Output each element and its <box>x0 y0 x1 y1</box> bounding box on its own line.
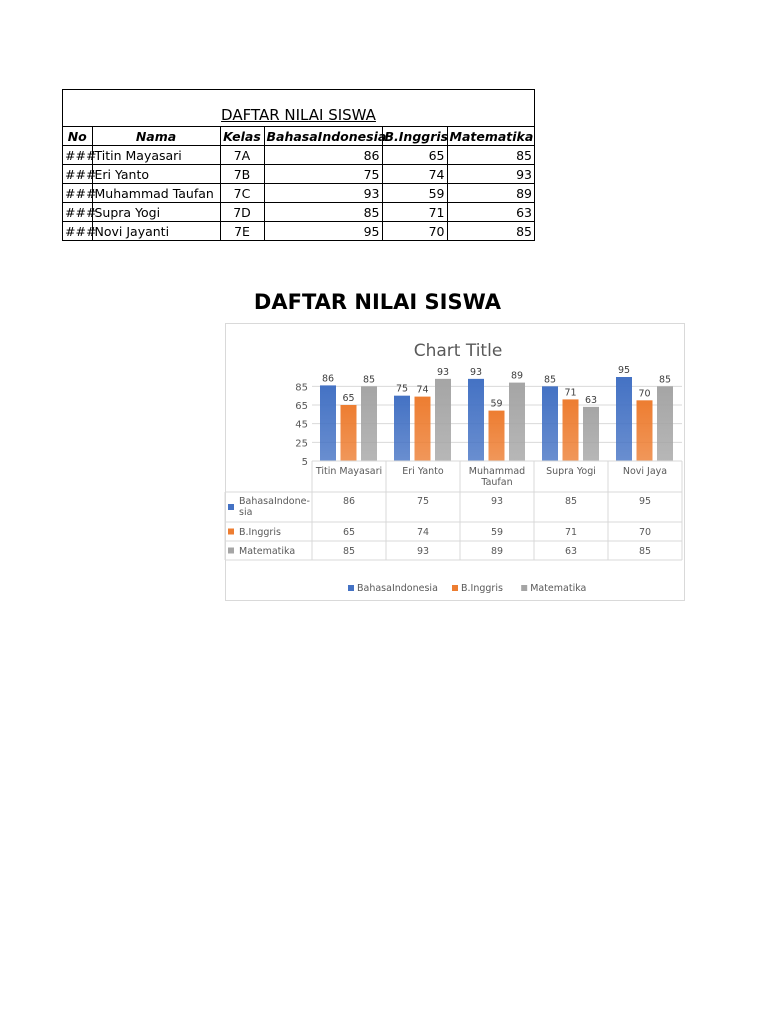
page-heading: DAFTAR NILAI SISWA <box>253 290 502 314</box>
cell-no[interactable]: ### <box>65 185 97 201</box>
cell-bahasa-indonesia[interactable]: 75 <box>264 165 382 184</box>
data-label: 65 <box>342 393 355 404</box>
cell-b-inggris[interactable]: 59 <box>382 184 447 203</box>
data-label: 75 <box>395 383 409 395</box>
header-bahasa-indonesia[interactable]: BahasaIndonesia <box>264 127 382 146</box>
chart-title[interactable]: Chart Title <box>413 341 503 361</box>
data-label: 85 <box>658 374 672 386</box>
cell-bahasa-indonesia[interactable]: 86 <box>264 146 382 165</box>
table-header-row <box>63 127 534 146</box>
table-value: 85 <box>638 546 652 557</box>
table-value: 70 <box>638 527 652 538</box>
cell-kelas[interactable]: 7A <box>220 146 264 165</box>
table-value: 95 <box>638 496 652 507</box>
cell-no[interactable]: ### <box>65 147 97 163</box>
table-value: 86 <box>342 496 356 507</box>
cell-bahasa-indonesia[interactable]: 85 <box>264 203 382 222</box>
cell-matematika[interactable]: 85 <box>447 146 534 165</box>
cell-matematika[interactable]: 93 <box>447 165 534 184</box>
table-value: 75 <box>416 496 430 507</box>
cell-kelas[interactable]: 7D <box>220 203 264 222</box>
y-tick-label: 25 <box>295 438 308 450</box>
x-tick-label: Eri Yanto <box>402 466 444 477</box>
table-value: 93 <box>416 546 430 557</box>
cell-matematika[interactable]: 89 <box>447 184 534 203</box>
x-tick-label: Supra Yogi <box>546 466 596 477</box>
x-tick-label: Titin Mayasari <box>315 466 383 477</box>
table-row <box>63 165 534 184</box>
chart-container[interactable] <box>225 323 672 603</box>
y-tick-label: 45 <box>295 419 308 431</box>
table-title-cell[interactable] <box>63 90 534 126</box>
cell-b-inggris[interactable]: 71 <box>382 203 447 222</box>
cell-b-inggris[interactable]: 65 <box>382 146 447 165</box>
cell-no[interactable]: ### <box>65 204 97 220</box>
grades-table <box>63 126 534 240</box>
y-tick-label: 5 <box>301 457 308 468</box>
x-tick-label: Taufan <box>481 477 513 488</box>
cell-kelas[interactable]: 7B <box>220 165 264 184</box>
legend-entry[interactable]: BahasaIndonesia <box>357 583 438 594</box>
table-series-label: B.Inggris <box>239 527 281 538</box>
data-label: 95 <box>617 365 631 376</box>
y-tick-label: 85 <box>295 382 308 394</box>
chart-border <box>225 323 685 601</box>
table-value: 59 <box>490 527 504 538</box>
cell-matematika[interactable]: 63 <box>447 203 534 222</box>
data-label: 85 <box>543 374 557 386</box>
table-title: DAFTAR NILAI SISWA <box>221 106 376 124</box>
data-label: 89 <box>510 370 524 382</box>
data-label: 93 <box>436 366 450 378</box>
legend-entry[interactable]: B.Inggris <box>461 583 503 594</box>
cell-nama[interactable]: Muhammad Taufan <box>92 184 220 203</box>
table-value: 65 <box>342 527 356 538</box>
cell-bahasa-indonesia[interactable]: 95 <box>264 222 382 241</box>
y-tick-label: 65 <box>295 401 308 412</box>
table-row <box>63 203 534 222</box>
table-value: 85 <box>564 496 578 507</box>
table-series-label: BahasaIndone- <box>239 496 310 507</box>
data-label: 63 <box>584 394 598 406</box>
table-series-label: Matematika <box>239 546 296 557</box>
cell-kelas[interactable]: 7E <box>220 222 264 241</box>
table-row <box>63 184 534 203</box>
header-no[interactable]: No <box>63 127 92 146</box>
data-label: 74 <box>416 384 429 396</box>
data-label: 93 <box>469 366 483 378</box>
cell-nama[interactable]: Eri Yanto <box>92 165 220 184</box>
cell-no[interactable]: ### <box>65 166 97 182</box>
table-row <box>63 222 534 241</box>
table-value: 85 <box>342 546 356 557</box>
data-label: 86 <box>321 373 335 385</box>
data-label: 59 <box>490 398 503 410</box>
cell-b-inggris[interactable]: 74 <box>382 165 447 184</box>
header-b-inggris[interactable]: B.Inggris <box>382 127 447 146</box>
table-value: 74 <box>416 527 430 538</box>
grades-table-block <box>62 89 535 241</box>
cell-nama[interactable]: Titin Mayasari <box>92 146 220 165</box>
legend-entry[interactable]: Matematika <box>530 583 587 594</box>
data-label: 85 <box>362 374 376 386</box>
x-tick-label: Novi Jaya <box>622 466 668 477</box>
cell-nama[interactable]: Novi Jayanti <box>92 222 220 241</box>
cell-no[interactable]: ### <box>65 223 97 239</box>
table-series-label: sia <box>239 507 253 518</box>
cell-matematika[interactable]: 85 <box>447 222 534 241</box>
data-label: 70 <box>638 388 651 400</box>
cell-bahasa-indonesia[interactable]: 93 <box>264 184 382 203</box>
data-label: 71 <box>564 387 577 399</box>
x-tick-label: Muhammad <box>468 466 526 477</box>
cell-kelas[interactable]: 7C <box>220 184 264 203</box>
table-row <box>63 146 534 165</box>
table-value: 93 <box>490 496 504 507</box>
table-value: 89 <box>490 546 504 557</box>
cell-nama[interactable]: Supra Yogi <box>92 203 220 222</box>
header-matematika[interactable]: Matematika <box>447 127 534 146</box>
table-value: 71 <box>564 527 578 538</box>
table-value: 63 <box>564 546 578 557</box>
cell-b-inggris[interactable]: 70 <box>382 222 447 241</box>
header-nama[interactable]: Nama <box>92 127 220 146</box>
header-kelas[interactable]: Kelas <box>220 127 264 146</box>
